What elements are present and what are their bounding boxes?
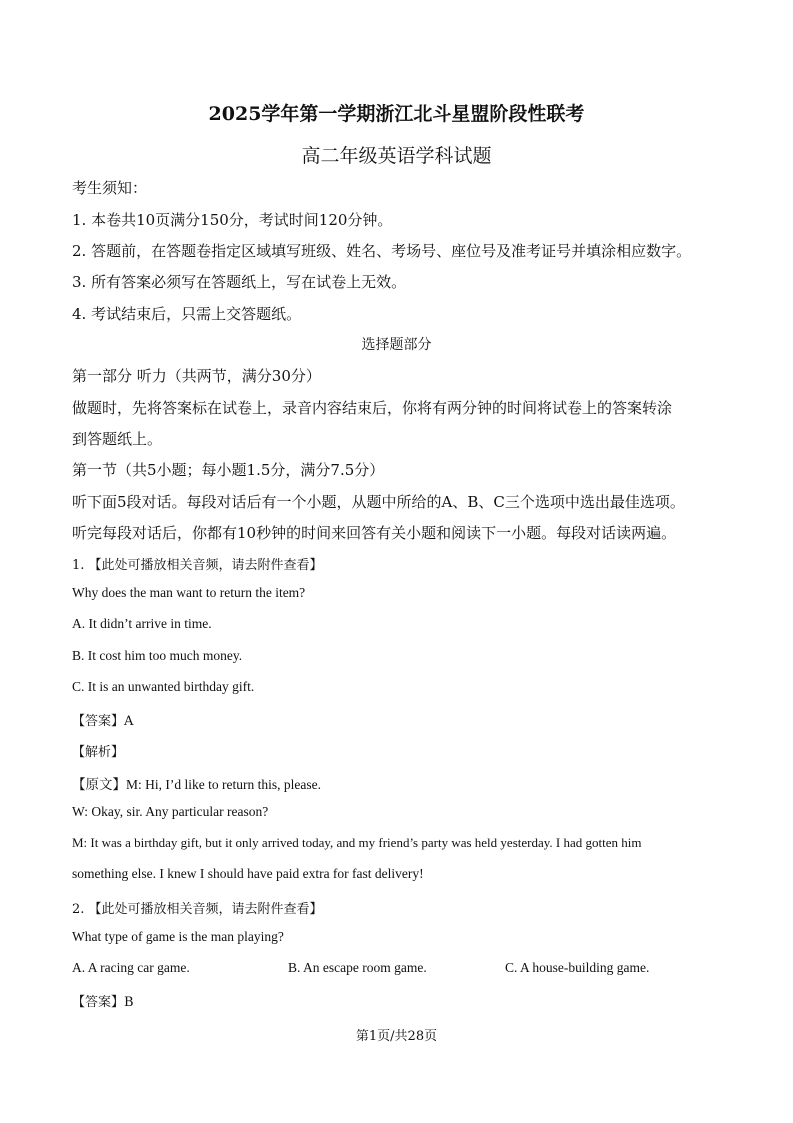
q2-question: What type of game is the man playing? [72,929,284,944]
notice-item-2: 2. 答题前，在答题卷指定区域填写班级、姓名、考场号、座位号及准考证号并填涂相应数字。 [72,242,692,260]
q1-option-b: B. It cost him too much money. [72,648,243,663]
q2-option-a: A. A racing car game. [72,960,190,975]
section1-desc-line1: 听下面5段对话。每段对话后有一个小题，从题中所给的A、B、C三个选项中选出最佳选项。 [72,493,685,511]
part1-heading: 第一部分 听力（共两节，满分30分） [72,367,321,385]
q2-answer: 【答案】B [72,995,134,1010]
q1-script-line3: M: It was a birthday gift, but it only arrived today, and my friend’s party was held yesterday. I had gotten him [72,835,642,850]
q1-question: Why does the man want to return the item? [72,585,306,600]
q1-answer: 【答案】A [72,714,134,729]
q2-option-b: B. An escape room game. [288,960,427,975]
part1-desc-line2: 到答题纸上。 [72,430,163,448]
q1-option-c: C. It is an unwanted birthday gift. [72,679,255,694]
section1-heading: 第一节（共5小题；每小题1.5分，满分7.5分） [72,461,385,479]
q1-label: 1. 【此处可播放相关音频，请去附件查看】 [72,558,323,573]
q1-script-line4: something else. I knew I should have paid extra for fast delivery! [72,866,424,881]
q2-option-c: C. A house-building game. [505,960,650,975]
q1-analysis: 【解析】 [72,745,125,760]
notice-item-1: 1. 本卷共10页满分150分，考试时间120分钟。 [72,211,393,229]
part1-desc-line1: 做题时，先将答案标在试卷上，录音内容结束后，你将有两分钟的时间将试卷上的答案转涂 [72,399,673,417]
q1-script-line2: W: Okay, sir. Any particular reason? [72,804,269,819]
q2-label: 2. 【此处可播放相关音频，请去附件查看】 [72,902,323,917]
section-heading: 选择题部分 [361,337,432,353]
exam-subtitle: 高二年级英语学科试题 [301,145,492,167]
section1-desc-line2: 听完每段对话后，你都有10秒钟的时间来回答有关小题和阅读下一小题。每段对话读两遍。 [72,524,677,542]
q1-option-a: A. It didn’t arrive in time. [72,616,212,631]
page-footer: 第1页/共28页 [355,1029,438,1044]
notice-item-4: 4. 考试结束后，只需上交答题纸。 [72,305,302,323]
notice-item-3: 3. 所有答案必须写在答题纸上，写在试卷上无效。 [72,273,407,291]
notice-heading: 考生须知： [72,179,148,197]
q1-script-line1: 【原文】M: Hi, I’d like to return this, please. [72,777,321,792]
exam-title: 2025学年第一学期浙江北斗星盟阶段性联考 [208,103,585,125]
